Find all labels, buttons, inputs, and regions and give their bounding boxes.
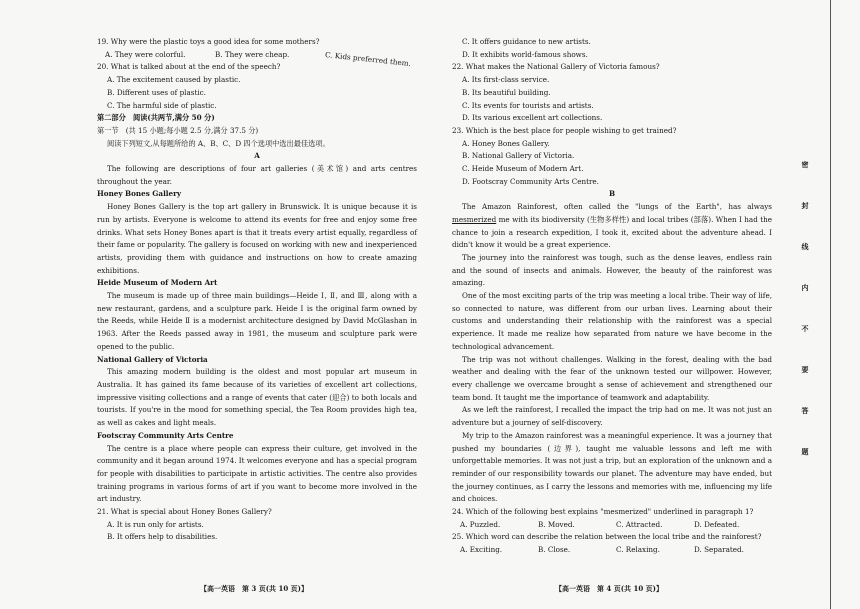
seal-char: 题 xyxy=(801,447,809,456)
q19-option-b: B. They were cheap. xyxy=(215,49,290,59)
q23-option-b: B. National Gallery of Victoria. xyxy=(462,151,575,161)
q23-option-c: C. Heide Museum of Modern Art. xyxy=(462,164,584,174)
heading-national-gallery: National Gallery of Victoria xyxy=(97,354,208,364)
q21-option-b: B. It offers help to disabilities. xyxy=(107,532,218,542)
question-19: 19. Why were the plastic toys a good idea for some mothers? xyxy=(97,37,320,46)
question-22: 22. What makes the National Gallery of Victoria famous? xyxy=(452,62,660,72)
part-2-heading: 第二部分 阅读(共两节,满分 50 分) xyxy=(97,113,215,123)
right-column xyxy=(452,36,772,557)
seal-char: 要 xyxy=(801,365,809,374)
heading-heide: Heide Museum of Modern Art xyxy=(97,278,218,288)
q20-option-a: A. The excitement caused by plastic. xyxy=(107,75,241,85)
question-21: 21. What is special about Honey Bones Gallery? xyxy=(97,507,272,517)
q25-options xyxy=(452,544,772,557)
passage-b-label: B xyxy=(608,189,616,199)
question-24: 24. Which of the following best explains "mesmerized" underlined in paragraph 1? xyxy=(452,507,754,517)
paragraph-national-gallery: This amazing modern building is the oldest and most popular art museum in Australia. It has gained its fame because of its varieties of excellent art collections, impressive visiting collections and a range of events that cater (迎合) to both locals and tourists. If you're in the mood for something special, the Tea Room provides high tea, as well as cakes and light meals. xyxy=(97,367,417,428)
q24-option-c: C. Attracted. xyxy=(616,519,663,529)
q24-option-d: D. Defeated. xyxy=(694,519,740,529)
q23-option-d: D. Footscray Community Arts Centre. xyxy=(462,176,599,186)
seal-char: 答 xyxy=(801,406,809,415)
q25-option-b: B. Close. xyxy=(538,545,571,555)
heading-footscray: Footscray Community Arts Centre xyxy=(97,430,234,440)
q22-option-c: C. Its events for tourists and artists. xyxy=(462,100,594,110)
section-1-heading: 第一节 (共 15 小题;每小题 2.5 分,满分 37.5 分) xyxy=(97,125,259,135)
paragraph-honey-bones: Honey Bones Gallery is the top art gallery in Brunswick. It is unique because it is run by artists. Everyone is welcome to attend its events for free and enjoy some free drinks. What sets Honey Bones apart is that it treats every artist equally, regardless of their fame or popularity. The gallery is focused on working with new and inexperienced artists, providing them with guidance and instructions on how to create amazing exhibitions. xyxy=(97,202,417,275)
seal-char: 不 xyxy=(801,324,809,333)
q21-option-c: C. It offers guidance to new artists. xyxy=(462,37,591,46)
left-column xyxy=(97,36,417,544)
seal-char: 封 xyxy=(801,201,809,210)
passage-b-paragraph-2: The journey into the rainforest was tough, such as the dense leaves, endless rain and the sound of insects and animals. However, the beauty of the rainforest was amazing. xyxy=(452,252,772,288)
question-20: 20. What is talked about at the end of the speech? xyxy=(97,62,281,72)
q22-option-b: B. Its beautiful building. xyxy=(462,87,551,97)
q24-option-a: A. Puzzled. xyxy=(460,519,501,529)
q20-option-b: B. Different uses of plastic. xyxy=(107,87,206,97)
paragraph-footscray: The centre is a place where people can express their culture, get involved in the community and it began around 1974. It welcomes everyone and has a special program for people with disabilities to participate in artistic activities. The centre also provides training programs in various forms of art if you want to become more involved in the art industry. xyxy=(97,443,417,504)
q20-option-c: C. The harmful side of plastic. xyxy=(107,100,217,110)
q19-option-a: A. They were colorful. xyxy=(105,49,186,59)
heading-honey-bones: Honey Bones Gallery xyxy=(97,189,182,199)
q23-option-a: A. Honey Bones Gallery. xyxy=(462,138,550,148)
seal-line-notice xyxy=(800,160,810,457)
passage-b-paragraph-3: One of the most exciting parts of the trip was meeting a local tribe. Their way of life, so connected to nature, was different from our urban lives. Learning about their customs and understanding their relationship with the rainforest was a special experience. It made me realize how separated from nature we have become in the technological advancement. xyxy=(452,291,772,351)
q21-option-d: D. It exhibits world-famous shows. xyxy=(462,49,588,59)
passage-b-paragraph-6: My trip to the Amazon rainforest was a meaningful experience. It was a journey that pushed my boundaries (边界), taught me valuable lessons and left me with unforgettable memories. It was not just a trip, but an exploration of the unknown and a reminder of our responsibility towards our planet. The adventure may have ended, but the journey continues, as I carry the lessons and memories with me, influencing my life and choices. xyxy=(452,430,772,504)
instructions: 阅读下列短文,从每题所给的 A、B、C、D 四个选项中选出最佳选项。 xyxy=(107,138,330,148)
question-23: 23. Which is the best place for people wishing to get trained? xyxy=(452,125,677,135)
seal-char: 线 xyxy=(801,242,809,251)
passage-a-intro: The following are descriptions of four art galleries (美术馆) and arts centres throughout the year. xyxy=(97,164,417,186)
passage-b-paragraph-1: The Amazon Rainforest, often called the "lungs of the Earth", has always mesmerized me with its biodiversity (生物多样性) and local tribes (部落). When I had the chance to join a research expedition, I took it, excited about the adventure ahead. I didn't know it would be a great experience. xyxy=(452,202,772,250)
q24-option-b: B. Moved. xyxy=(538,519,575,529)
seal-char: 密 xyxy=(801,160,809,169)
q22-option-d: D. Its various excellent art collections. xyxy=(462,113,603,123)
q24-options xyxy=(452,519,772,532)
paragraph-heide: The museum is made up of three main buildings—Heide Ⅰ, Ⅱ, and Ⅲ, along with a new restaurant, gardens, and a sculpture park. Heide Ⅰ is the original farm owned by the Reeds, while Heide Ⅱ is a modernist architecture designed by David McGlashan in 1963. After the Reeds passed away in 1981, the museum and sculpture park were opened to the public. xyxy=(97,291,417,351)
left-page-footer: 【高一英语 第 3 页(共 10 页)】 xyxy=(200,584,308,593)
question-25: 25. Which word can describe the relation between the local tribe and the rainforest? xyxy=(452,532,762,542)
q25-option-a: A. Exciting. xyxy=(460,545,503,555)
passage-b-paragraph-5: As we left the rainforest, I recalled the impact the trip had on me. It was not just an adventure but a journey of self-discovery. xyxy=(452,405,772,428)
q21-option-a: A. It is run only for artists. xyxy=(107,519,204,529)
right-page-footer: 【高一英语 第 4 页(共 10 页)】 xyxy=(555,584,663,593)
q22-option-a: A. Its first-class service. xyxy=(462,75,550,85)
seal-line xyxy=(830,0,831,609)
q19-option-c: C. Kids preferred them. xyxy=(324,49,412,68)
q25-option-c: C. Relaxing. xyxy=(616,545,660,555)
passage-a-label: A xyxy=(254,151,260,161)
q25-option-d: D. Separated. xyxy=(694,545,744,555)
passage-b-paragraph-4: The trip was not without challenges. Walking in the forest, dealing with the bad weather and dealing with the fear of the unknown tested our willpower. However, every challenge we overcame brought a sense of achievement and strengthened our team bond. It taught me the importance of teamwork and adaptability. xyxy=(452,354,772,402)
underlined-word: mesmerized xyxy=(452,214,497,224)
seal-char: 内 xyxy=(801,283,809,292)
